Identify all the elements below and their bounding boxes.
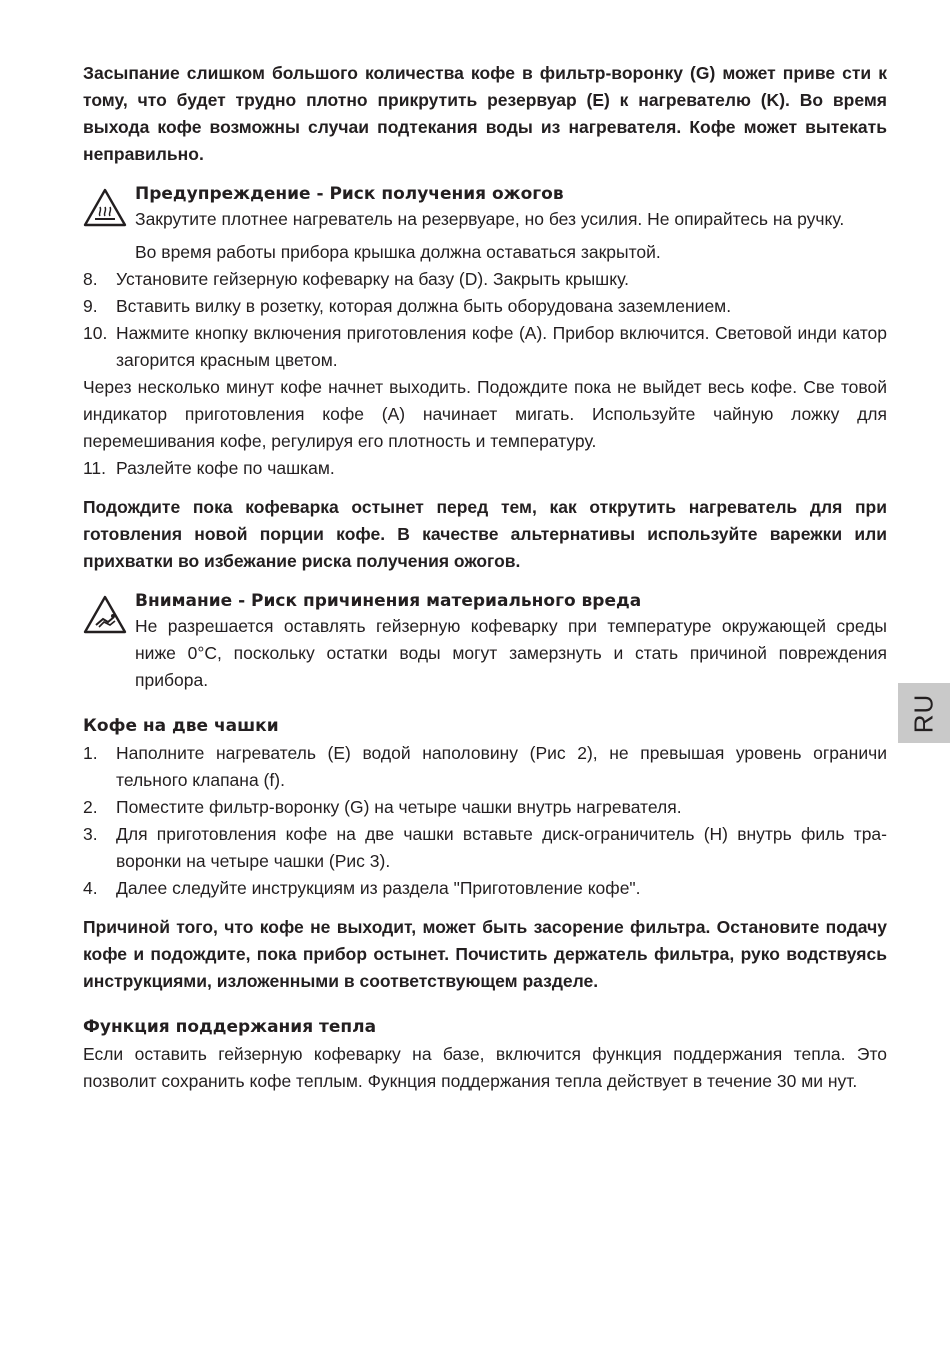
keep-warm-text: Если оставить гейзерную кофеварку на базе, включится функция поддержания тепла. Это позволит сохранить кофе теплым. Фукнция поддержания тепла действует в течение 30 ми нут. [83,1044,887,1091]
step-number: 8. [83,269,98,289]
language-tab [898,683,950,743]
language-tab-label: RU [908,693,939,733]
clog-note-bold-paragraph: Причиной того, что кофе не выходит, может быть засорение фильтра. Остановите подачу кофе и подождите, пока прибор остынет. Почистить держатель фильтра, руко водствуясь инструкциями, изложенными в соответствующем разделе. [83,917,887,991]
hand-pinch-warning-icon [83,595,127,635]
step-text: Установите гейзерную кофеварку на базу (D). Закрыть крышку. [116,269,629,289]
list-item [83,821,887,875]
list-item [83,320,887,374]
step-text: Нажмите кнопку включения приготовления кофе (A). Прибор включится. Световой инди катор загорится красным цветом. [116,323,887,370]
cooldown-bold-paragraph: Подождите пока кофеварка остынет перед тем, как открутить нагреватель для при готовления новой порции кофе. В качестве альтернативы используйте варежки или прихватки во избежание риска получения ожогов. [83,497,887,571]
burn-warning-line-2: Во время работы прибора крышка должна оставаться закрытой. [135,242,661,262]
step-number: 2. [83,797,98,817]
burn-warning-line-1: Закрутите плотнее нагреватель на резервуаре, но без усилия. Не опирайтесь на ручку. [135,209,845,229]
two-cups-heading: Кофе на две чашки [83,716,279,736]
burn-warning-block [83,182,887,266]
step-text: Вставить вилку в розетку, которая должна быть оборудована заземлением. [116,296,732,316]
list-item [83,875,887,902]
step-number: 11. [83,458,107,478]
step-text: Поместите фильтр-воронку (G) на четыре чашки внутрь нагревателя. [116,797,682,817]
steps-list-a [83,266,887,374]
step-number: 3. [83,824,98,844]
step-number: 4. [83,878,98,898]
list-item [83,740,887,794]
step-text: Наполните нагреватель (E) водой наполовину (Рис 2), не превышая уровень ограничи тельного клапана (f). [116,743,887,790]
two-cups-steps [83,740,887,902]
list-item [83,266,887,293]
intro-bold-paragraph: Засыпание слишком большого количества кофе в фильтр-воронку (G) может приве сти к тому, что будет трудно плотно прикрутить резервуар (E) к нагревателю (K). Во время выхода кофе возможны случаи подтекания воды из нагревателя. Кофе может вытекать неправильно. [83,63,887,164]
list-item [83,455,887,482]
step-text: Далее следуйте инструкциям из раздела "Приготовление кофе". [116,878,641,898]
step-number: 9. [83,296,98,316]
manual-page [83,60,887,1095]
damage-warning-block [83,589,887,694]
damage-warning-text: Не разрешается оставлять гейзерную кофеварку при температуре окружающей среды ниже 0°C, поскольку остатки воды могут замерзнуть и стать причиной повреждения прибора. [135,616,887,690]
hot-surface-warning-icon [83,188,127,228]
step-text: Для приготовления кофе на две чашки вставьте диск-ограничитель (H) внутрь филь тра-воронки на четыре чашки (Рис 3). [116,824,887,871]
step-number: 10. [83,323,108,343]
list-item [83,794,887,821]
steps-list-b [83,455,887,482]
keep-warm-heading: Функция поддержания тепла [83,1017,377,1037]
damage-warning-title: Внимание - Риск причинения материального вреда [135,591,642,611]
step-text: Разлейте кофе по чашкам. [116,458,335,478]
after-steps-paragraph: Через несколько минут кофе начнет выходить. Подождите пока не выйдет весь кофе. Све товой индикатор приготовления кофе (A) начинает мигать. Используйте чайную ложку для перемешивания кофе, регулируя его плотность и температуру. [83,377,887,451]
step-number: 1. [83,743,98,763]
list-item [83,293,887,320]
burn-warning-title: Предупреждение - Риск получения ожогов [135,184,564,204]
